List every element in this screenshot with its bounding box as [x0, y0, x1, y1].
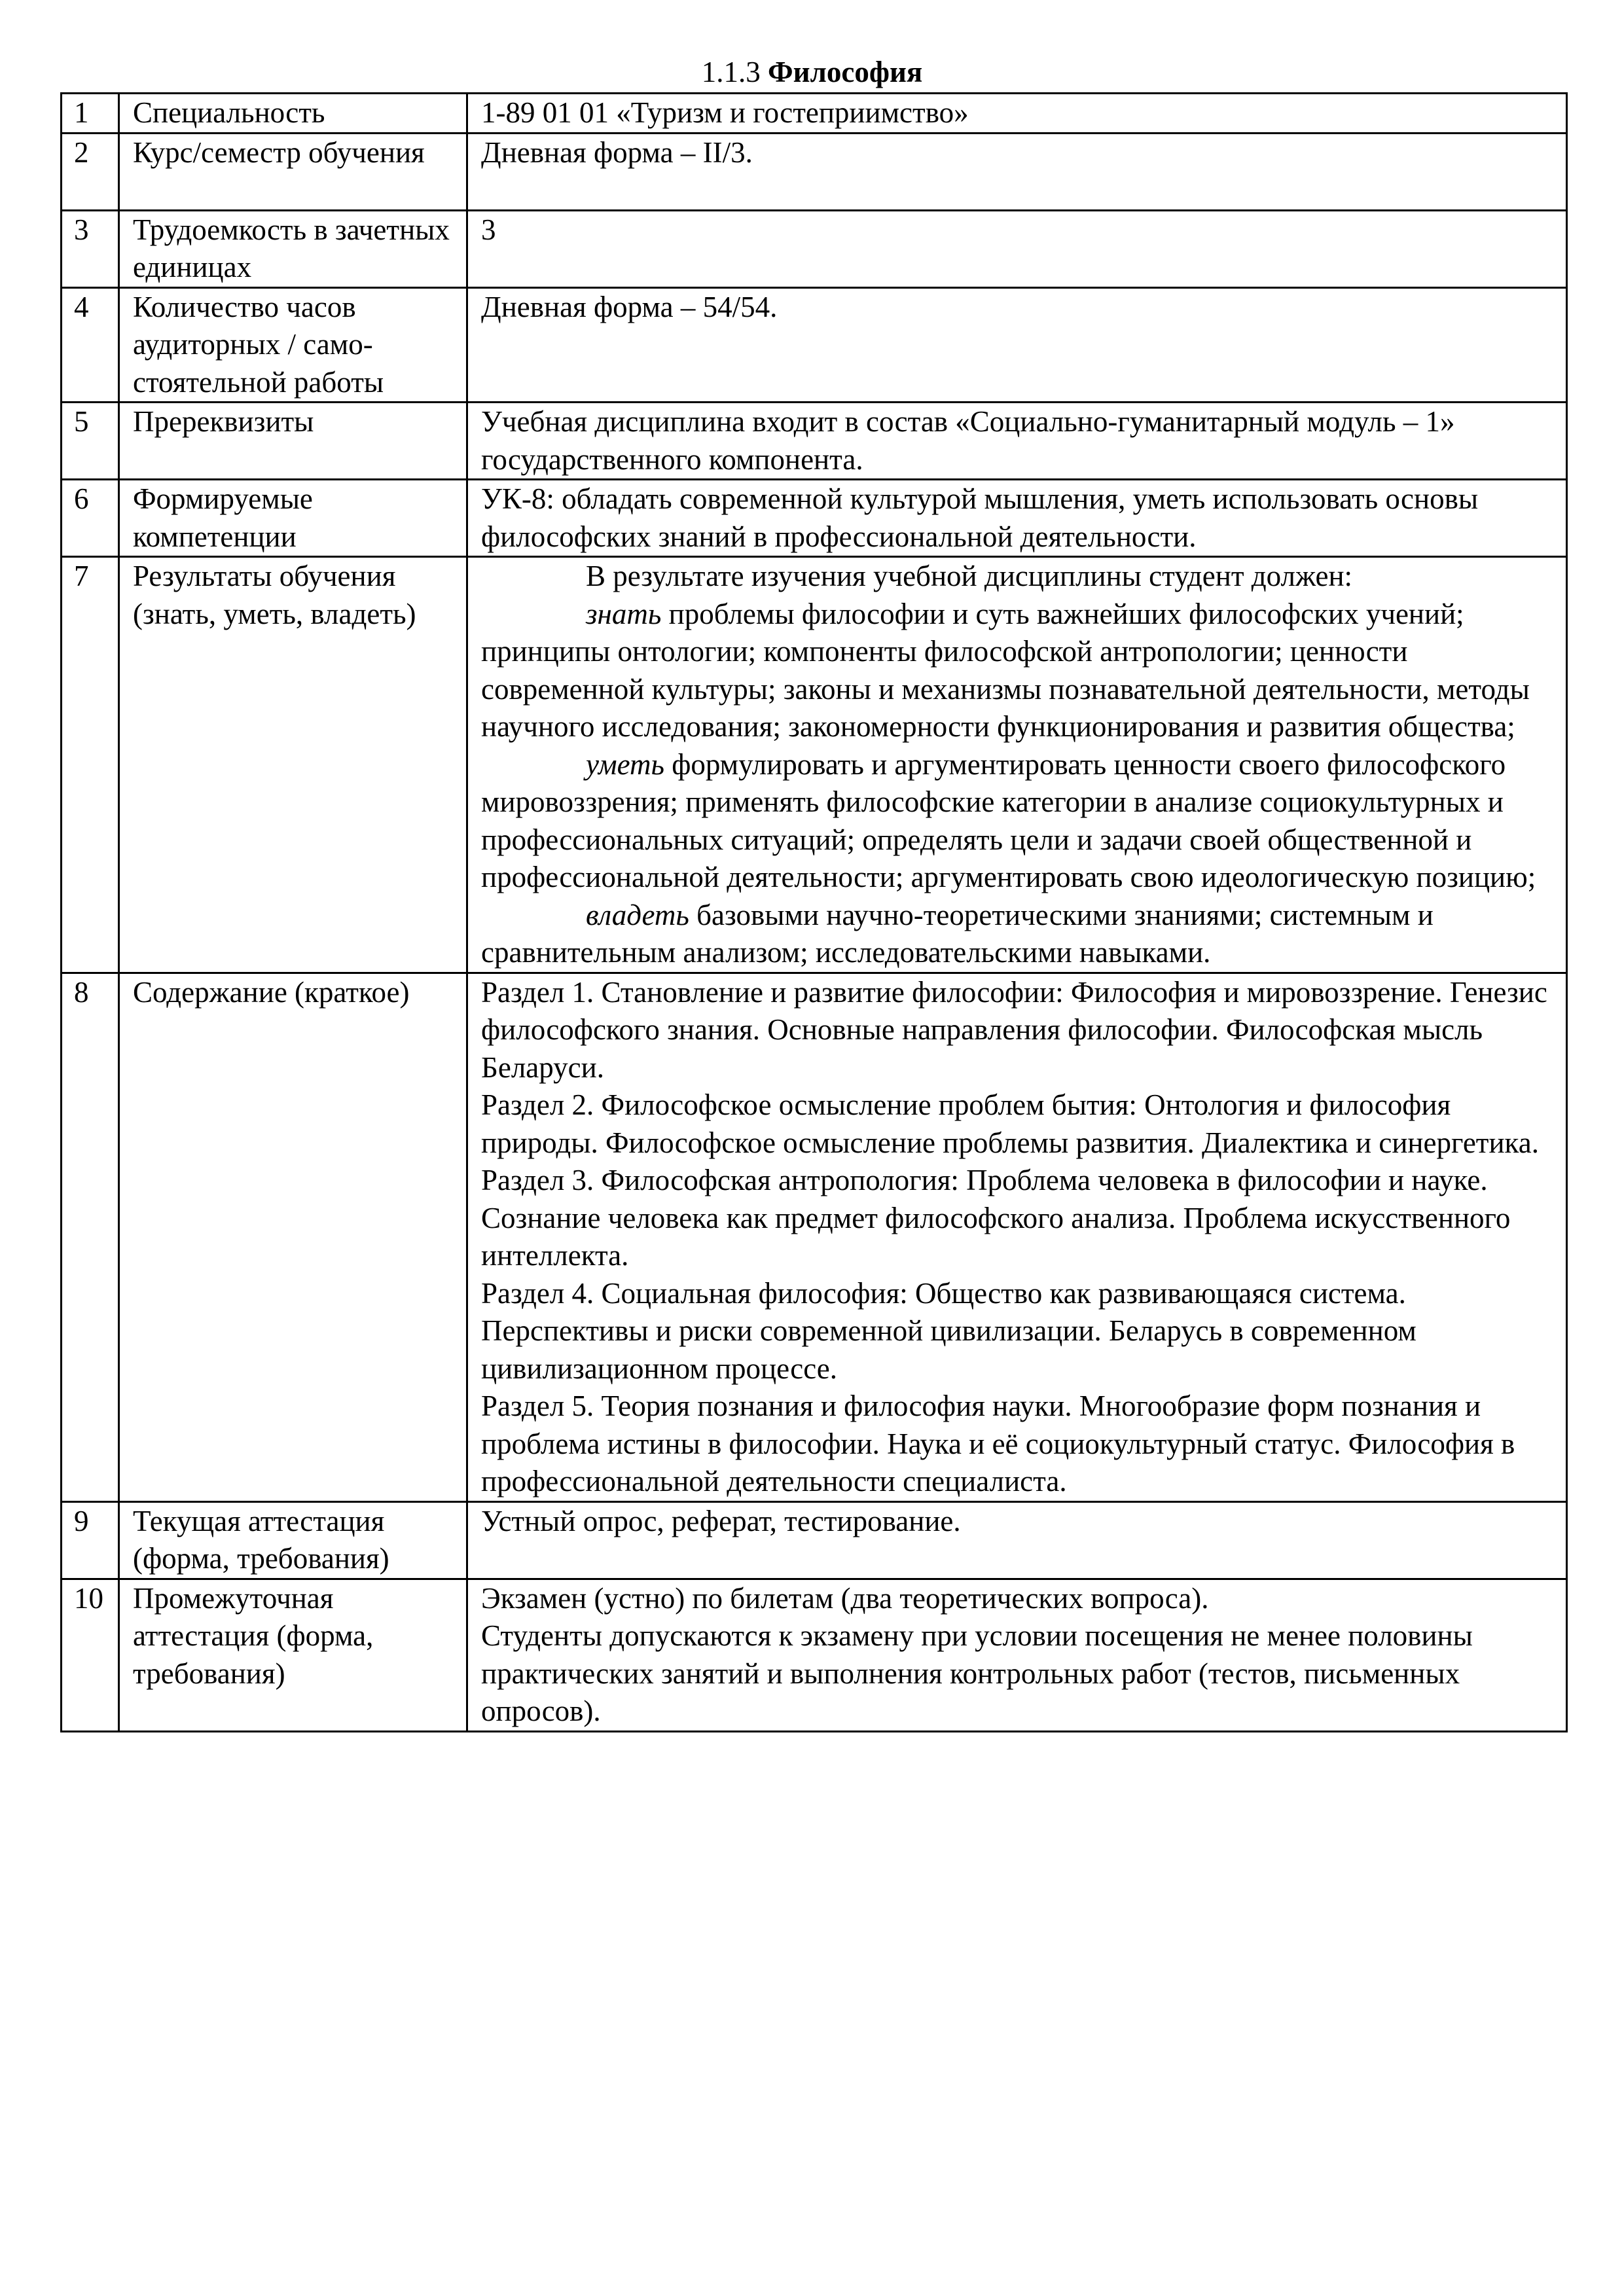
- row-number: 1: [62, 94, 119, 134]
- outcome-can: [481, 746, 1550, 897]
- row-value: УК-8: обладать современной культурой мышления, уметь использовать основы философских знаний в профессиональной деятельности.: [467, 480, 1567, 557]
- row-number: 10: [62, 1579, 119, 1731]
- row-value: 3: [467, 210, 1567, 287]
- outcome-know: [481, 596, 1550, 746]
- assessment-paragraph-1: Экзамен (устно) по билетам (два теоретических вопроса).: [481, 1581, 1209, 1615]
- outcome-keyword: знать: [586, 597, 662, 630]
- row-label: Количество часов аудиторных / само-стоятельной работы: [119, 287, 467, 403]
- row-value: [467, 973, 1567, 1501]
- row-number: 5: [62, 403, 119, 480]
- outcome-text: формулировать и аргументировать ценности своего философского мировоззрения; применять философские категории в анализе социокультурных и профессиональных ситуаций; определять цели и задачи своей общественной и профессиональной деятельности; аргументировать свою идеологическую позицию;: [481, 747, 1536, 893]
- row-label: Трудоемкость в зачетных единицах: [119, 210, 467, 287]
- row-label: Содержание (краткое): [119, 973, 467, 1501]
- row-label: Формируемые компетенции: [119, 480, 467, 557]
- row-value: [467, 1579, 1567, 1731]
- row-number: 7: [62, 557, 119, 973]
- table-row-prerequisites: [62, 403, 1567, 480]
- title-name: Философия: [768, 56, 923, 88]
- row-value: 1-89 01 01 «Туризм и гостеприимство»: [467, 94, 1567, 134]
- table-row-course-semester: [62, 133, 1567, 210]
- row-label: Промежуточная аттестация (форма, требования): [119, 1579, 467, 1731]
- table-row-content: [62, 973, 1567, 1501]
- title-number: 1.1.3: [701, 56, 761, 88]
- row-value: Дневная форма – II/3.: [467, 133, 1567, 210]
- outcome-text: проблемы философии и суть важнейших философских учений; принципы онтологии; компоненты философской антропологии; ценности современной культуры; законы и механизмы познавательной деятельности, методы научного исследования; закономерности функционирования и развития общества;: [481, 597, 1530, 743]
- content-section-2: Раздел 2. Философское осмысление проблем бытия: Онтология и философия природы. Философское осмысление проблемы развития. Диалектика и синергетика.: [481, 1088, 1539, 1159]
- row-label: Результаты обучения (знать, уметь, владеть): [119, 557, 467, 973]
- table-row-hours: [62, 287, 1567, 403]
- row-label: Специальность: [119, 94, 467, 134]
- row-value: Устный опрос, реферат, тестирование.: [467, 1501, 1567, 1579]
- row-label: Текущая аттестация (форма, требования): [119, 1501, 467, 1579]
- outcome-master: [481, 897, 1550, 972]
- table-row-interim-assessment: [62, 1579, 1567, 1731]
- table-row-specialty: [62, 94, 1567, 134]
- row-number: 3: [62, 210, 119, 287]
- row-label: Пререквизиты: [119, 403, 467, 480]
- document-title: [0, 54, 1624, 90]
- assessment-paragraph-2: Студенты допускаются к экзамену при условии посещения не менее половины практических занятий и выполнения контрольных работ (тестов, письменных опросов).: [481, 1619, 1473, 1727]
- table-row-competencies: [62, 480, 1567, 557]
- row-number: 9: [62, 1501, 119, 1579]
- outcome-keyword: уметь: [586, 747, 664, 781]
- row-value: [467, 557, 1567, 973]
- outcome-keyword: владеть: [586, 898, 689, 931]
- row-label: Курс/семестр обучения: [119, 133, 467, 210]
- row-value: Учебная дисциплина входит в состав «Социально-гуманитарный модуль – 1» государственного компонента.: [467, 403, 1567, 480]
- content-section-4: Раздел 4. Социальная философия: Общество как развивающаяся система. Перспективы и риски современной цивилизации. Беларусь в современном цивилизационном процессе.: [481, 1276, 1416, 1385]
- table-row-learning-outcomes: [62, 557, 1567, 973]
- row-number: 4: [62, 287, 119, 403]
- content-section-1: Раздел 1. Становление и развитие философии: Философия и мировоззрение. Генезис философского знания. Основные направления философии. Философская мысль Беларуси.: [481, 975, 1547, 1084]
- course-info-table: [60, 92, 1568, 1732]
- table-row-current-assessment: [62, 1501, 1567, 1579]
- content-section-5: Раздел 5. Теория познания и философия науки. Многообразие форм познания и проблема истины в философии. Наука и её социокультурный статус. Философия в профессиональной деятельности специалиста.: [481, 1390, 1515, 1498]
- row-value: Дневная форма – 54/54.: [467, 287, 1567, 403]
- outcome-text: базовыми научно-теоретическими знаниями; системным и сравнительным анализом; исследовательскими навыками.: [481, 898, 1434, 969]
- row-number: 2: [62, 133, 119, 210]
- outcomes-intro: В результате изучения учебной дисциплины студент должен:: [586, 560, 1353, 592]
- content-section-3: Раздел 3. Философская антропология: Проблема человека в философии и науке. Сознание человека как предмет философского анализа. Проблема искусственного интеллекта.: [481, 1164, 1511, 1272]
- row-number: 8: [62, 973, 119, 1501]
- row-number: 6: [62, 480, 119, 557]
- table-row-credits: [62, 210, 1567, 287]
